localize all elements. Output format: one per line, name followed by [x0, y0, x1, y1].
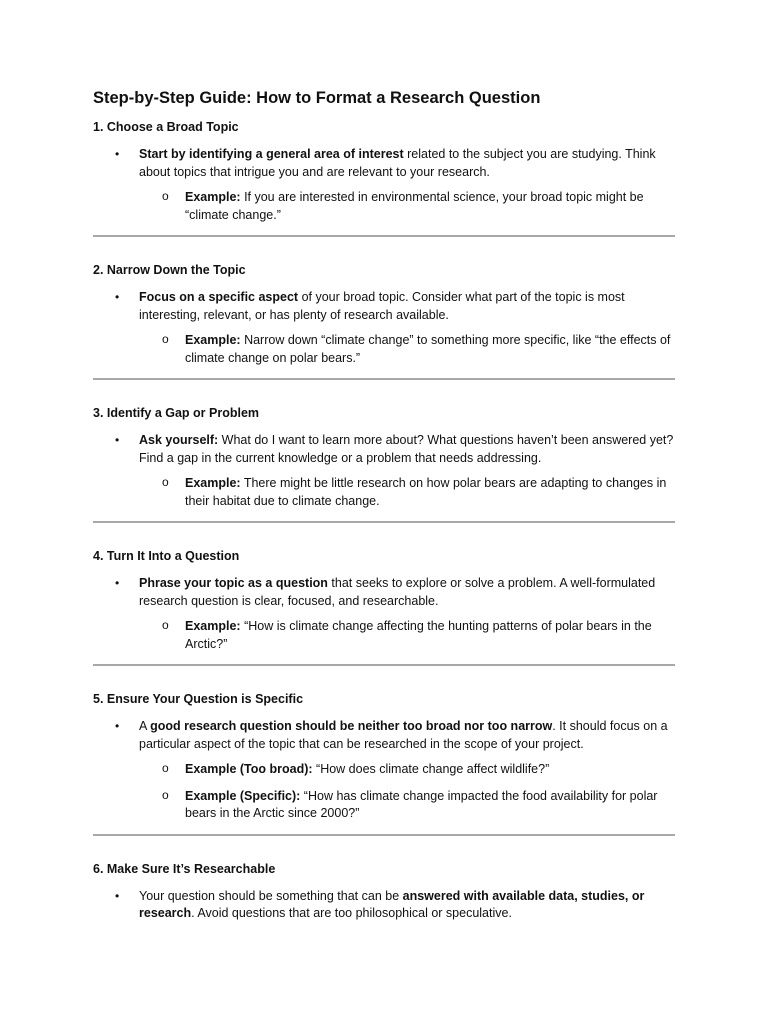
sub-bullet-item — [93, 475, 675, 510]
example-label: Example: — [185, 619, 241, 633]
section-divider — [93, 664, 675, 666]
section-1 — [93, 119, 675, 224]
section-divider — [93, 235, 675, 237]
section-heading: 6. Make Sure It’s Researchable — [93, 861, 276, 876]
bullet-bold-text: Start by identifying a general area of interest — [139, 147, 404, 161]
section-6 — [93, 861, 675, 923]
bullet-text: related to the subject you are studying. Think about topics that intrigue you and are relevant to your research. — [139, 147, 656, 179]
sub-bullet-item — [93, 788, 675, 823]
example-label: Example (Too broad): — [185, 762, 313, 776]
circle-bullet-icon: o — [162, 332, 169, 346]
example-text: There might be little research on how polar bears are adapting to changes in their habitat due to climate change. — [185, 476, 667, 508]
section-2 — [93, 262, 675, 367]
example-text: Narrow down “climate change” to something more specific, like “the effects of climate change on polar bears.” — [185, 333, 671, 365]
example-label: Example (Specific): — [185, 788, 301, 803]
bullet-item — [93, 575, 675, 610]
circle-bullet-icon: o — [162, 475, 169, 489]
bullet-icon: • — [115, 147, 120, 161]
circle-bullet-icon: o — [162, 618, 169, 632]
sub-bullet-item — [93, 761, 675, 779]
example-text: “How does climate change affect wildlife?” — [312, 762, 550, 776]
circle-bullet-icon: o — [162, 787, 169, 802]
section-heading: 5. Ensure Your Question is Specific — [93, 692, 304, 706]
sub-bullet-item — [93, 332, 675, 367]
circle-bullet-icon: o — [162, 189, 169, 203]
document-content — [93, 88, 675, 931]
bullet-lead-text: A — [139, 719, 151, 733]
circle-bullet-icon: o — [162, 761, 169, 775]
bullet-icon: • — [115, 433, 120, 447]
bullet-text: What do I want to learn more about? What questions haven’t been answered yet? Find a gap in the current knowledge or a problem that needs addressing. — [139, 433, 674, 465]
page-title: Step-by-Step Guide: How to Format a Research Question — [93, 89, 541, 107]
example-text: If you are interested in environmental science, your broad topic might be “climate change.” — [185, 190, 644, 222]
bullet-icon: • — [115, 576, 120, 590]
bullet-bold-text: Phrase your topic as a question — [139, 576, 328, 590]
bullet-item — [93, 718, 675, 753]
bullet-icon: • — [115, 888, 120, 903]
example-text: “How is climate change affecting the hunting patterns of polar bears in the Arctic?” — [185, 619, 652, 651]
section-heading: 1. Choose a Broad Topic — [93, 120, 239, 134]
bullet-item — [93, 888, 675, 923]
example-text: “How has climate change impacted the food availability for polar bears in the Arctic since 2000?” — [185, 788, 658, 820]
section-divider — [93, 378, 675, 380]
example-label: Example: — [185, 190, 241, 204]
bullet-item — [93, 289, 675, 324]
bullet-text: of your broad topic. Consider what part of the topic is most interesting, relevant, or has plenty of research available. — [139, 290, 625, 322]
section-heading: 4. Turn It Into a Question — [93, 549, 240, 563]
sub-bullet-item — [93, 189, 675, 224]
bullet-item — [93, 432, 675, 467]
bullet-icon: • — [115, 719, 120, 733]
bullet-lead-text: Your question should be something that can be — [139, 888, 403, 903]
bullet-bold-text: Ask yourself: — [139, 433, 219, 447]
section-3 — [93, 405, 675, 510]
example-label: Example: — [185, 333, 241, 347]
example-label: Example: — [185, 476, 241, 490]
section-heading: 3. Identify a Gap or Problem — [93, 406, 260, 420]
section-5 — [93, 691, 675, 823]
section-divider — [93, 521, 675, 523]
section-4 — [93, 548, 675, 653]
bullet-text: . Avoid questions that are too philosophical or speculative. — [191, 906, 512, 920]
bullet-text: . It should focus on a particular aspect of the topic that can be researched in the scope of your project. — [139, 719, 668, 751]
bullet-icon: • — [115, 290, 120, 304]
bullet-bold-text: answered with available data, studies, or research — [139, 888, 645, 920]
bullet-text: that seeks to explore or solve a problem. A well-formulated research question is clear, focused, and researchable. — [139, 576, 656, 608]
section-divider — [93, 834, 675, 836]
bullet-bold-text: good research question should be neither too broad nor too narrow — [150, 719, 553, 733]
bullet-bold-text: Focus on a specific aspect — [139, 290, 299, 304]
bullet-item — [93, 146, 675, 181]
sub-bullet-item — [93, 618, 675, 653]
section-heading: 2. Narrow Down the Topic — [93, 263, 246, 277]
